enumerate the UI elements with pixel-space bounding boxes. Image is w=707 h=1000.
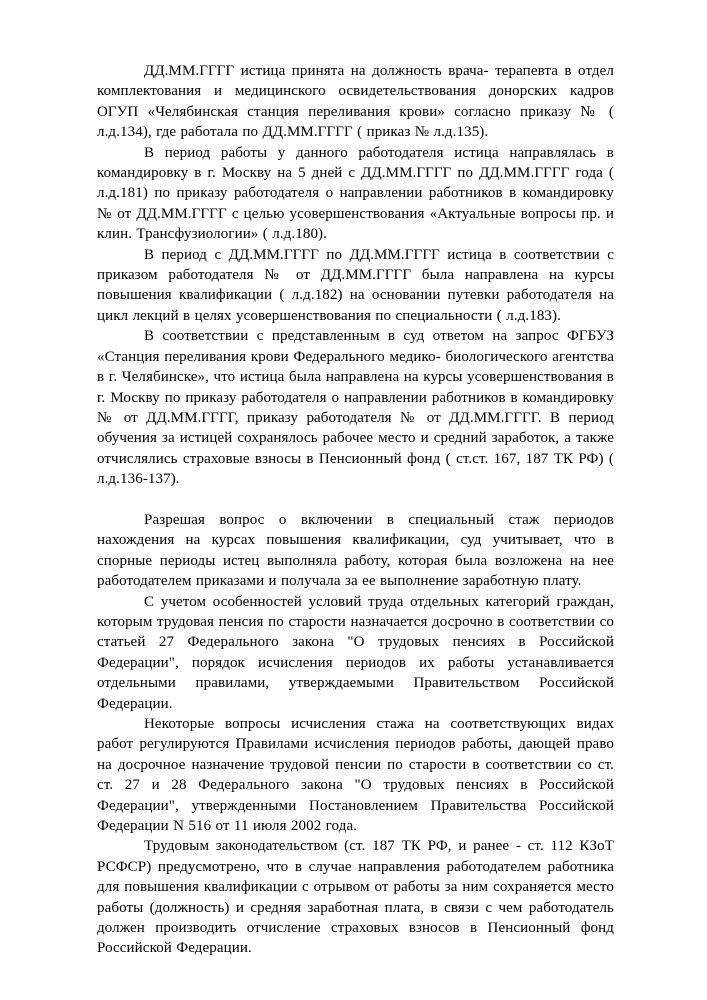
paragraph-3: В период с ДД.ММ.ГГГГ по ДД.ММ.ГГГГ истица в соответствии с приказом работодателя № от ДД.ММ.ГГГГ была направлена на курсы повышения квалификации ( л.д.182) на основании путевки работодателя на цикл лекций в целях усовершенствования по специальности ( л.д.183). (97, 246, 614, 324)
paragraph-8: Трудовым законодательством (ст. 187 ТК РФ, и ранее - ст. 112 КЗоТ РСФСР) предусмотрено, что в случае направления работодателем работника для повышения квалификации с отрывом от работы за ним сохраняется место работы (должность) и средняя заработная плата, в связи с чем работодатель должен производить отчисление страховых взносов в Пенсионный фонд Российской Федерации. (97, 838, 614, 957)
document-body (97, 61, 614, 959)
paragraph-4: В соответствии с представленным в суд ответом на запрос ФГБУЗ «Станция переливания крови Федерального медико- биологического агентства в г. Челябинске», что истица была направлена на курсы усовершенствования в г. Москву по приказу работодателя о направлении работников в командировку № от ДД.ММ.ГГГГ, приказу работодателя № от ДД.ММ.ГГГГ. В период обучения за истицей сохранялось рабочее место и средний заработок, а также отчислялись страховые взносы в Пенсионный фонд ( ст.ст. 167, 187 ТК РФ) ( л.д.136-137). (97, 328, 614, 488)
paragraph-7: Некоторые вопросы исчисления стажа на соответствующих видах работ регулируются Правилами исчисления периодов работы, дающей право на досрочное назначение трудовой пенсии по старости в соответствии со ст. ст. 27 и 28 Федерального закона "О трудовых пенсиях в Российской Федерации", утвержденными Постановлением Правительства Российской Федерации N 516 от 11 июля 2002 года. (97, 715, 614, 835)
paragraph-5: Разрешая вопрос о включении в специальный стаж периодов нахождения на курсах повышения квалификации, суд учитывает, что в спорные периоды истец выполняла работу, которая была возложена на нее работодателем приказами и получала за ее выполнение заработную плату. (97, 511, 614, 590)
paragraph-2: В период работы у данного работодателя истица направлялась в командировку в г. Москву на 5 дней с ДД.ММ.ГГГГ по ДД.ММ.ГГГГ года ( л.д.181) по приказу работодателя о направлении работников в командировку № от ДД.ММ.ГГГГ с целью усовершенствования «Актуальные вопросы пр. и клин. Трансфузиологии» ( л.д.180). (97, 144, 614, 243)
paragraph-1: ДД.ММ.ГГГГ истица принята на должность врача- терапевта в отдел комплектования и медицинского освидетельствования донорских кадров ОГУП «Челябинская станция переливания крови» согласно приказу № ( л.д.134), где работала по ДД.ММ.ГГГГ ( приказ № л.д.135). (97, 63, 614, 141)
paragraph-6: С учетом особенностей условий труда отдельных категорий граждан, которым трудовая пенсия по старости назначается досрочно в соответствии со статьей 27 Федерального закона "О трудовых пенсиях в Российской Федерации", порядок исчисления периодов их работы устанавливается отдельными правилами, утверждаемыми Правительством Российской Федерации. (97, 593, 614, 712)
